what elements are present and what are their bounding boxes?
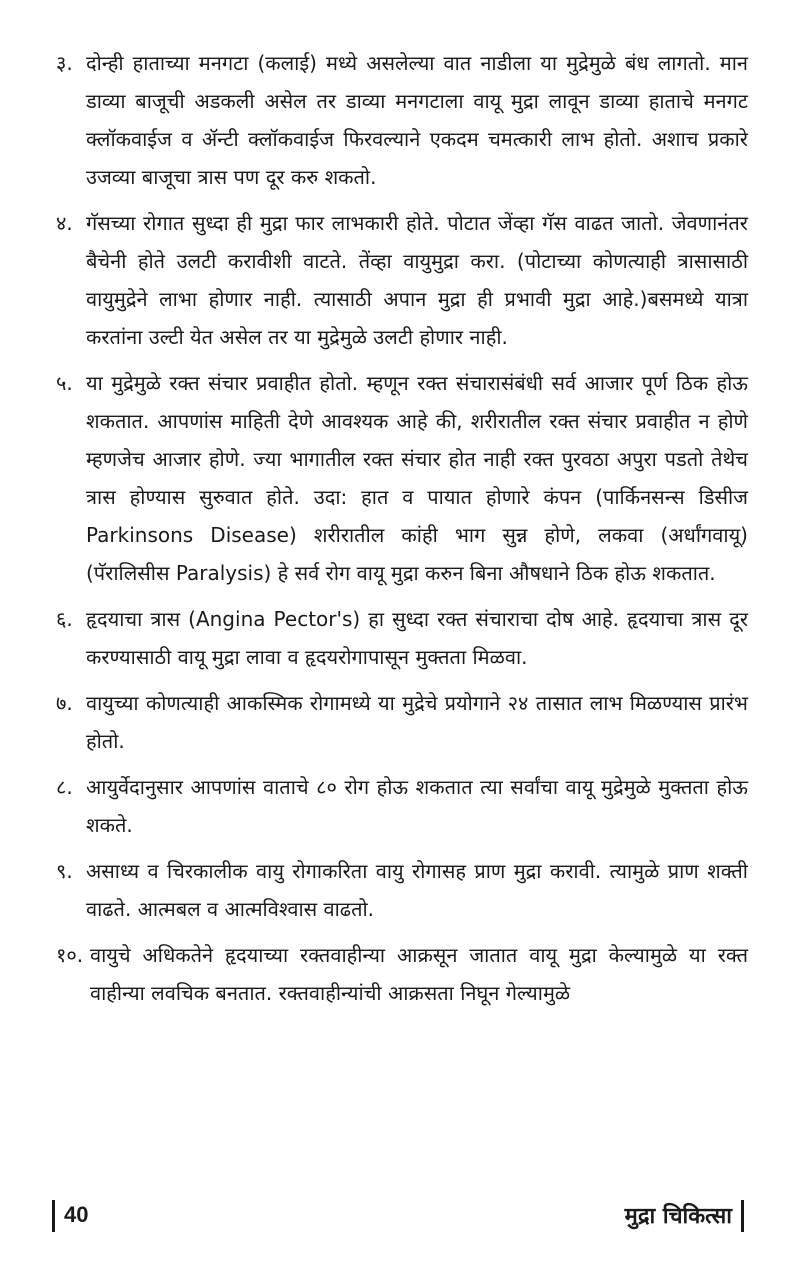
book-title: मुद्रा चिकित्सा [624,1204,732,1229]
list-item [56,44,748,196]
page-footer [40,1196,754,1236]
item-number: ६. [56,607,73,631]
list-item [56,768,748,844]
list-item [56,364,748,592]
item-text: असाध्य व चिरकालीक वायु रोगाकरिता वायु रोगासह प्राण मुद्रा करावी. त्यामुळे प्राण शक्ती वाढते. आत्मबल व आत्मविश्वास वाढतो. [86,859,748,921]
footer-divider-left [52,1200,55,1232]
list-item [56,600,748,676]
item-text: या मुद्रेमुळे रक्त संचार प्रवाहीत होतो. म्हणून रक्त संचारासंबंधी सर्व आजार पूर्ण ठिक होऊ शकतात. आपणांस माहिती देणे आवश्यक आहे की, शरीरातील रक्त संचार प्रवाहीत न होणे म्हणजेच आजार होणे. ज्या भागातील रक्त संचार होत नाही रक्त पुरवठा अपुरा पडतो तेथेच त्रास होण्यास सुरुवात होते. उदा: हात व पायात होणारे कंपन (पार्किनसन्स डिसीज Parkinsons Disease) शरीरातील कांही भाग सुन्न होणे, लकवा (अर्धांगवायू) (पॅरालिसीस Paralysis) हे सर्व रोग वायू मुद्रा करुन बिना औषधाने ठिक होऊ शकतात. [86,371,748,585]
item-number: ७. [56,691,73,715]
item-text: दोन्ही हाताच्या मनगटा (कलाई) मध्ये असलेल्या वात नाडीला या मुद्रेमुळे बंध लागतो. मान डाव्या बाजूची अडकली असेल तर डाव्या मनगटाला वायू मुद्रा लावून डाव्या हाताचे मनगट क्लॉकवाईज व ॲन्टी क्लॉकवाईज फिरवल्याने एकदम चमत्कारी लाभ होतो. अशाच प्रकारे उजव्या बाजूचा त्रास पण दूर करु शकतो. [86,51,748,189]
list-item [56,684,748,760]
item-text: वायुचे अधिकतेने हृदयाच्या रक्तवाहीन्या आक्रसून जातात वायू मुद्रा केल्यामुळे या रक्त वाहीन्या लवचिक बनतात. रक्तवाहीन्यांची आक्रसता निघून गेल्यामुळे [90,943,748,1005]
item-text: हृदयाचा त्रास (Angina Pector's) हा सुध्दा रक्त संचाराचा दोष आहे. हृदयाचा त्रास दूर करण्यासाठी वायू मुद्रा लावा व हृदयरोगापासून मुक्तता मिळवा. [86,607,748,669]
item-number: ४. [56,211,73,235]
list-item [56,936,748,1012]
item-text: गॅसच्या रोगात सुध्दा ही मुद्रा फार लाभकारी होते. पोटात जेंव्हा गॅस वाढत जातो. जेवणानंतर बैचेनी होते उलटी करावीशी वाटते. तेंव्हा वायुमुद्रा करा. (पोटाच्या कोणत्याही त्रासासाठी वायुमुद्रेने लाभा होणार नाही. त्यासाठी अपान मुद्रा ही प्रभावी मुद्रा आहे.)बसमध्ये यात्रा करतांना उल्टी येत असेल तर या मुद्रेमुळे उलटी होणार नाही. [86,211,748,349]
item-number: ३. [56,51,73,75]
list-item [56,204,748,356]
numbered-list [56,44,748,1020]
item-number: ८. [56,775,73,799]
item-text: वायुच्या कोणत्याही आकस्मिक रोगामध्ये या मुद्रेचे प्रयोगाने २४ तासात लाभ मिळण्यास प्रारंभ होतो. [86,691,748,753]
item-number: ९. [56,859,73,883]
page-number: 40 [64,1202,89,1227]
list-item [56,852,748,928]
footer-divider-right [741,1200,744,1232]
item-text: आयुर्वेदानुसार आपणांस वाताचे ८० रोग होऊ शकतात त्या सर्वांचा वायू मुद्रेमुळे मुक्तता होऊ शकते. [86,775,748,837]
item-number: १०. [56,943,84,967]
item-number: ५. [56,371,73,395]
